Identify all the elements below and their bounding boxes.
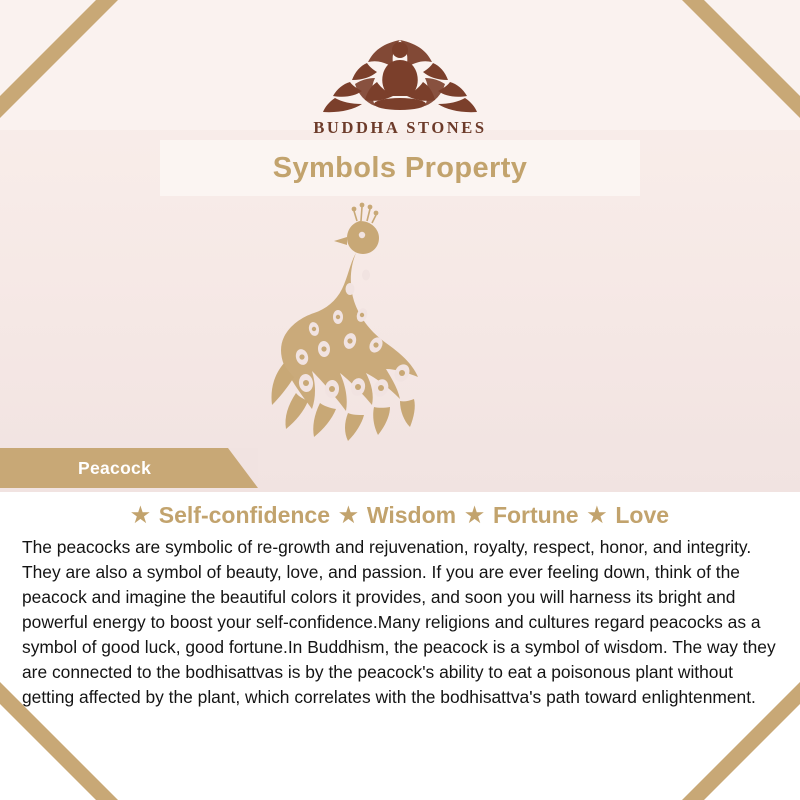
- ribbon-notch: [228, 448, 258, 488]
- title-banner: [160, 140, 640, 196]
- content-section: [0, 492, 800, 800]
- corner-decoration-top-right-inner: [704, 0, 800, 96]
- keyword-self-confidence: Self-confidence: [158, 502, 331, 528]
- keyword-love: Love: [615, 502, 670, 528]
- page-title: Symbols Property: [272, 151, 528, 184]
- peacock-illustration: [0, 196, 800, 458]
- star-icon: ★: [587, 504, 607, 527]
- brand-logo: [0, 22, 800, 138]
- symbol-name: Peacock: [78, 457, 152, 478]
- keyword-wisdom: Wisdom: [366, 502, 457, 528]
- corner-decoration-bottom-right-inner: [704, 704, 800, 800]
- peacock-illustration-icon: [250, 197, 550, 457]
- star-icon: ★: [130, 504, 150, 527]
- description-paragraph: The peacocks are symbolic of re-growth and rejuvenation, royalty, respect, honor, and integrity. They are also a symbol of beauty, love, and passion. If you are ever feeling down, think of the peacock and imagine the beautiful colors it provides, and soon you will harness its bright and powerful energy to boost your self-confidence.Many religions and cultures regard peacocks as a symbol of good luck, good fortune.In Buddhism, the peacock is a symbol of wisdom. The way they are connected to the bodhisattvas is by the peacock's ability to eat a poisonous plant without getting affected by the plant, which correlates with the bodhisattva's path toward enlightenment.: [22, 537, 776, 708]
- lotus-meditation-icon: [305, 22, 495, 114]
- star-icon: ★: [339, 504, 358, 527]
- keyword-fortune: Fortune: [492, 502, 579, 528]
- symbol-name-ribbon: [0, 448, 258, 488]
- brand-name: BUDDHA STONES: [313, 118, 487, 137]
- corner-decoration-bottom-left-inner: [0, 704, 96, 800]
- keyword-list: [0, 502, 800, 529]
- star-icon: ★: [465, 504, 484, 527]
- corner-decoration-top-left-inner: [0, 0, 96, 96]
